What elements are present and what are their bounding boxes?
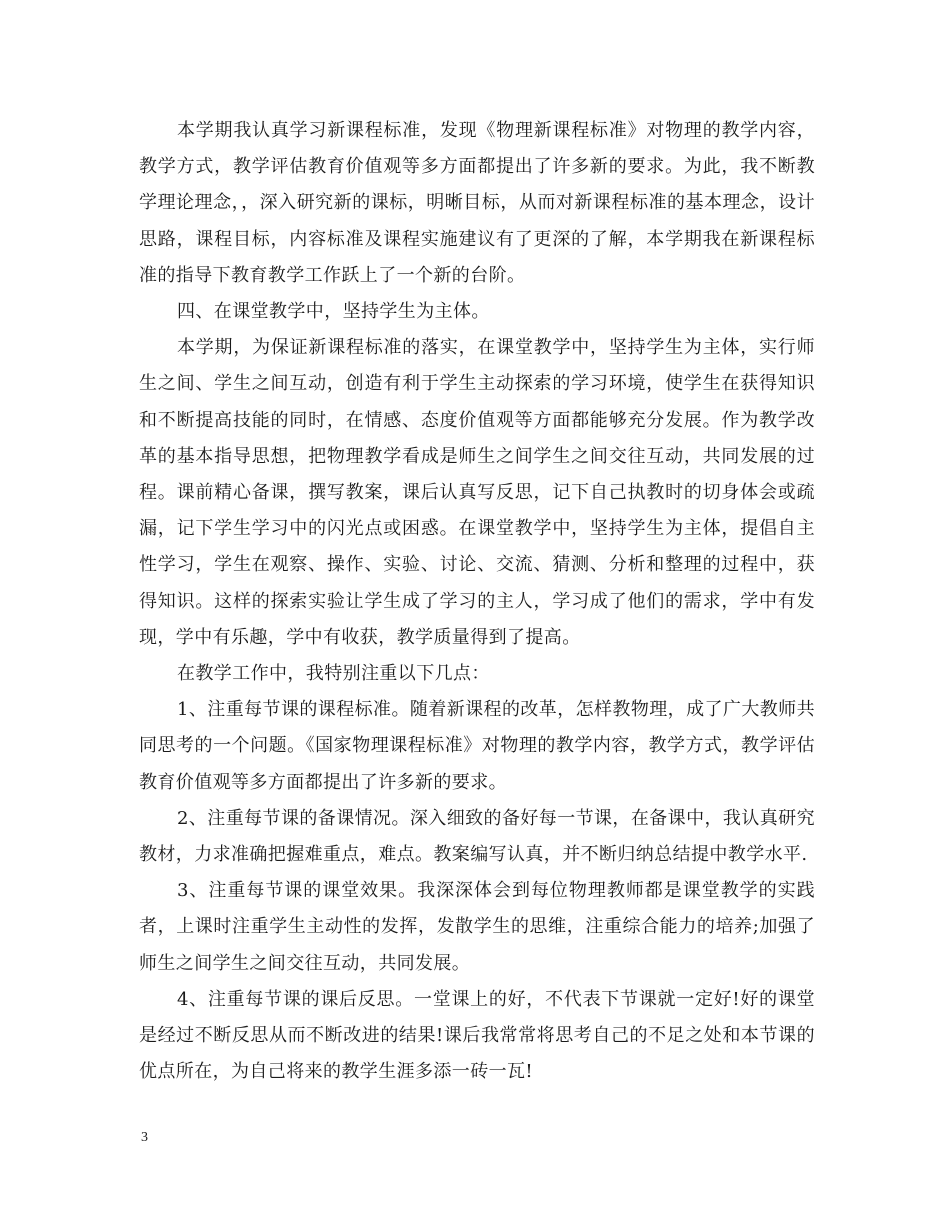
paragraph-focus-intro: 在教学工作中，我特别注重以下几点： xyxy=(177,663,490,685)
page-number: 3 xyxy=(141,1130,148,1145)
list-item-1: 1、注重每节课的课程标准。随着新课程的改革，怎样教物理，成了广大教师共同思考的一个问题。《国家物理课程标准》对物理的教学内容，教学方式，教学评估教育价值观等多方面都提出了许多新的要求。 xyxy=(139,699,815,793)
list-item-4: 4、注重每节课的课后反思。一堂课上的好，不代表下节课就一定好!好的课堂是经过不断反思从而不断改进的结果!课后我常常将思考自己的不足之处和本节课的优点所在，为自己将来的教学生涯多添一砖一瓦! xyxy=(139,988,815,1083)
list-item-3: 3、注重每节课的课堂效果。我深深体会到每位物理教师都是课堂教学的实践者，上课时注重学生主动性的发挥，发散学生的思维，注重综合能力的培养;加强了师生之间学生之间交往互动，共同发展。 xyxy=(139,880,815,974)
paragraph-intro: 本学期我认真学习新课程标准，发现《物理新课程标准》对物理的教学内容，教学方式，教学评估教育价值观等多方面都提出了许多新的要求。为此，我不断教学理论理念，，深入研究新的课标，明晰目标，从而对新课程标准的基本理念，设计思路，课程目标，内容标准及课程实施建议有了更深的了解，本学期我在新课程标准的指导下教育教学工作跃上了一个新的台阶。 xyxy=(139,120,815,286)
section-heading-four: 四、在课堂教学中，坚持学生为主体。 xyxy=(177,301,490,323)
paragraph-classroom: 本学期，为保证新课程标准的落实，在课堂教学中，坚持学生为主体，实行师生之间、学生之间互动，创造有利于学生主动探索的学习环境，使学生在获得知识和不断提高技能的同时，在情感、态度价值观等方面都能够充分发展。作为教学改革的基本指导思想，把物理教学看成是师生之间学生之间交往互动，共同发展的过程。课前精心备课，撰写教案，课后认真写反思，记下自己执教时的切身体会或疏漏，记下学生学习中的闪光点或困惑。在课堂教学中，坚持学生为主体，提倡自主性学习，学生在观察、操作、实验、讨论、交流、猜测、分析和整理的过程中，获得知识。这样的探索实验让学生成了学习的主人，学习成了他们的需求，学中有发现，学中有乐趣，学中有收获，教学质量得到了提高。 xyxy=(139,337,815,648)
list-item-2: 2、注重每节课的备课情况。深入细致的备好每一节课，在备课中，我认真研究教材，力求准确把握难重点，难点。教案编写认真，并不断归纳总结提中教学水平. xyxy=(139,807,815,866)
document-body xyxy=(139,113,815,1090)
